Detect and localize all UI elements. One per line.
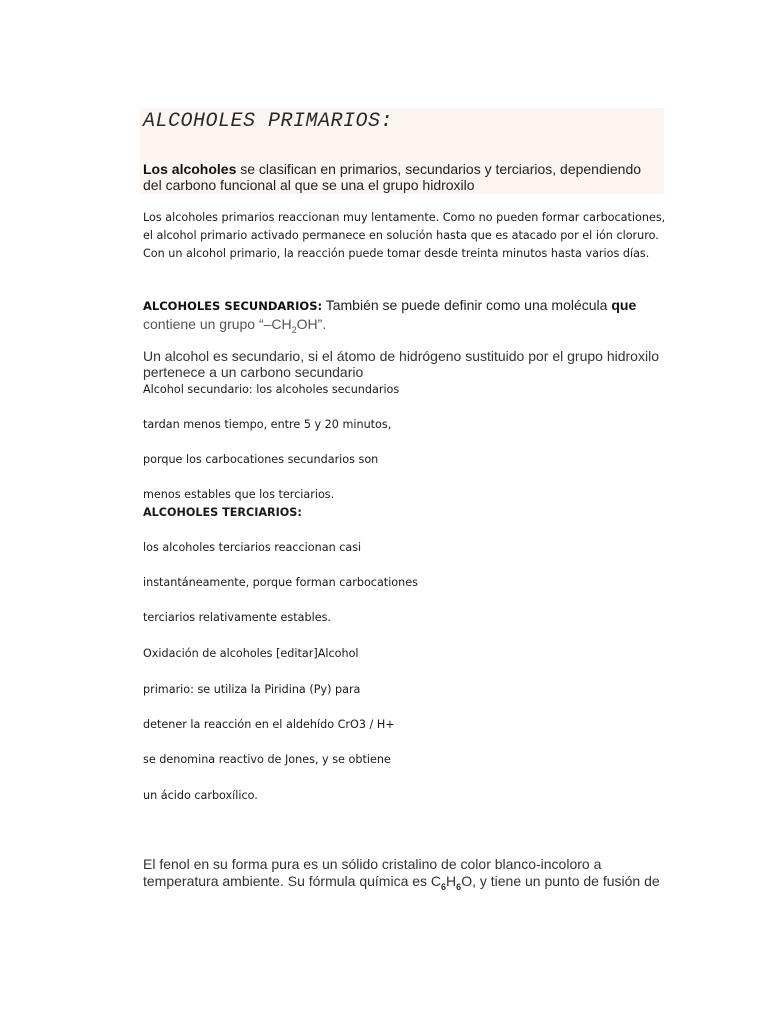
phenol-sub-1: 6 — [441, 881, 447, 892]
line-8: terciarios relativamente estables. — [143, 611, 331, 624]
line-4: menos estables que los terciarios. — [143, 488, 335, 501]
line-2: tardan menos tiempo, entre 5 y 20 minutos, — [143, 418, 392, 431]
line-10: primario: se utiliza la Piridina (Py) para — [143, 683, 361, 696]
line-6: los alcoholes terciarios reaccionan casi — [143, 541, 362, 554]
phenol-text-2: H — [446, 873, 457, 889]
secundarios-heading-paragraph — [143, 296, 663, 339]
secundarios-text-2: contiene un grupo “–CH — [143, 316, 292, 332]
line-1: Alcohol secundario: los alcoholes secundarios — [143, 383, 400, 396]
line-11: detener la reacción en el aldehído CrO3 / H+ — [143, 718, 395, 731]
phenol-sub-2: 6 — [456, 881, 462, 892]
phenol-text-3: O, y tiene un punto de fusión de — [461, 873, 660, 889]
line-3: porque los carbocationes secundarios son — [143, 453, 379, 466]
secundarios-text-1: También se puede definir como una molécula — [322, 297, 612, 313]
intro-bold-term: Los alcoholes — [143, 161, 237, 177]
line-9: Oxidación de alcoholes [editar]Alcohol — [143, 647, 359, 660]
page-title: ALCOHOLES PRIMARIOS: — [143, 110, 394, 133]
secundario-definition: Un alcohol es secundario, si el átomo de hidrógeno sustituido por el grupo hidroxilo pertenece a un carbono secundario — [143, 348, 659, 380]
line-12: se denomina reactivo de Jones, y se obtiene — [143, 753, 391, 766]
line-7: instantáneamente, porque forman carbocationes — [143, 576, 418, 589]
line-13: un ácido carboxílico. — [143, 789, 258, 802]
phenol-text-1: El fenol en su forma pura es un sólido cristalino de color blanco-incoloro a temperatura ambiente. Su fórmula química es C — [143, 856, 602, 889]
secundarios-subscript: 2 — [291, 324, 297, 335]
phenol-paragraph — [143, 856, 668, 896]
terciarios-heading: ALCOHOLES TERCIARIOS: — [143, 506, 302, 519]
intro-paragraph — [143, 161, 663, 193]
secundarios-text-3: OH”. — [296, 316, 327, 332]
primarios-paragraph: Los alcoholes primarios reaccionan muy lentamente. Como no pueden formar carbocationes, el alcohol primario activado permanece en solución hasta que es atacado por el ión cloruro. Con un alcohol primario, la reacción puede tomar desde treinta minutos hasta varios días. — [143, 211, 666, 260]
intro-text: se clasifican en primarios, secundarios y terciarios, dependiendo del carbono funcional al que se una el grupo hidroxilo — [143, 161, 642, 193]
secundarios-que: que — [611, 297, 637, 313]
secundarios-label: ALCOHOLES SECUNDARIOS: — [143, 299, 323, 313]
